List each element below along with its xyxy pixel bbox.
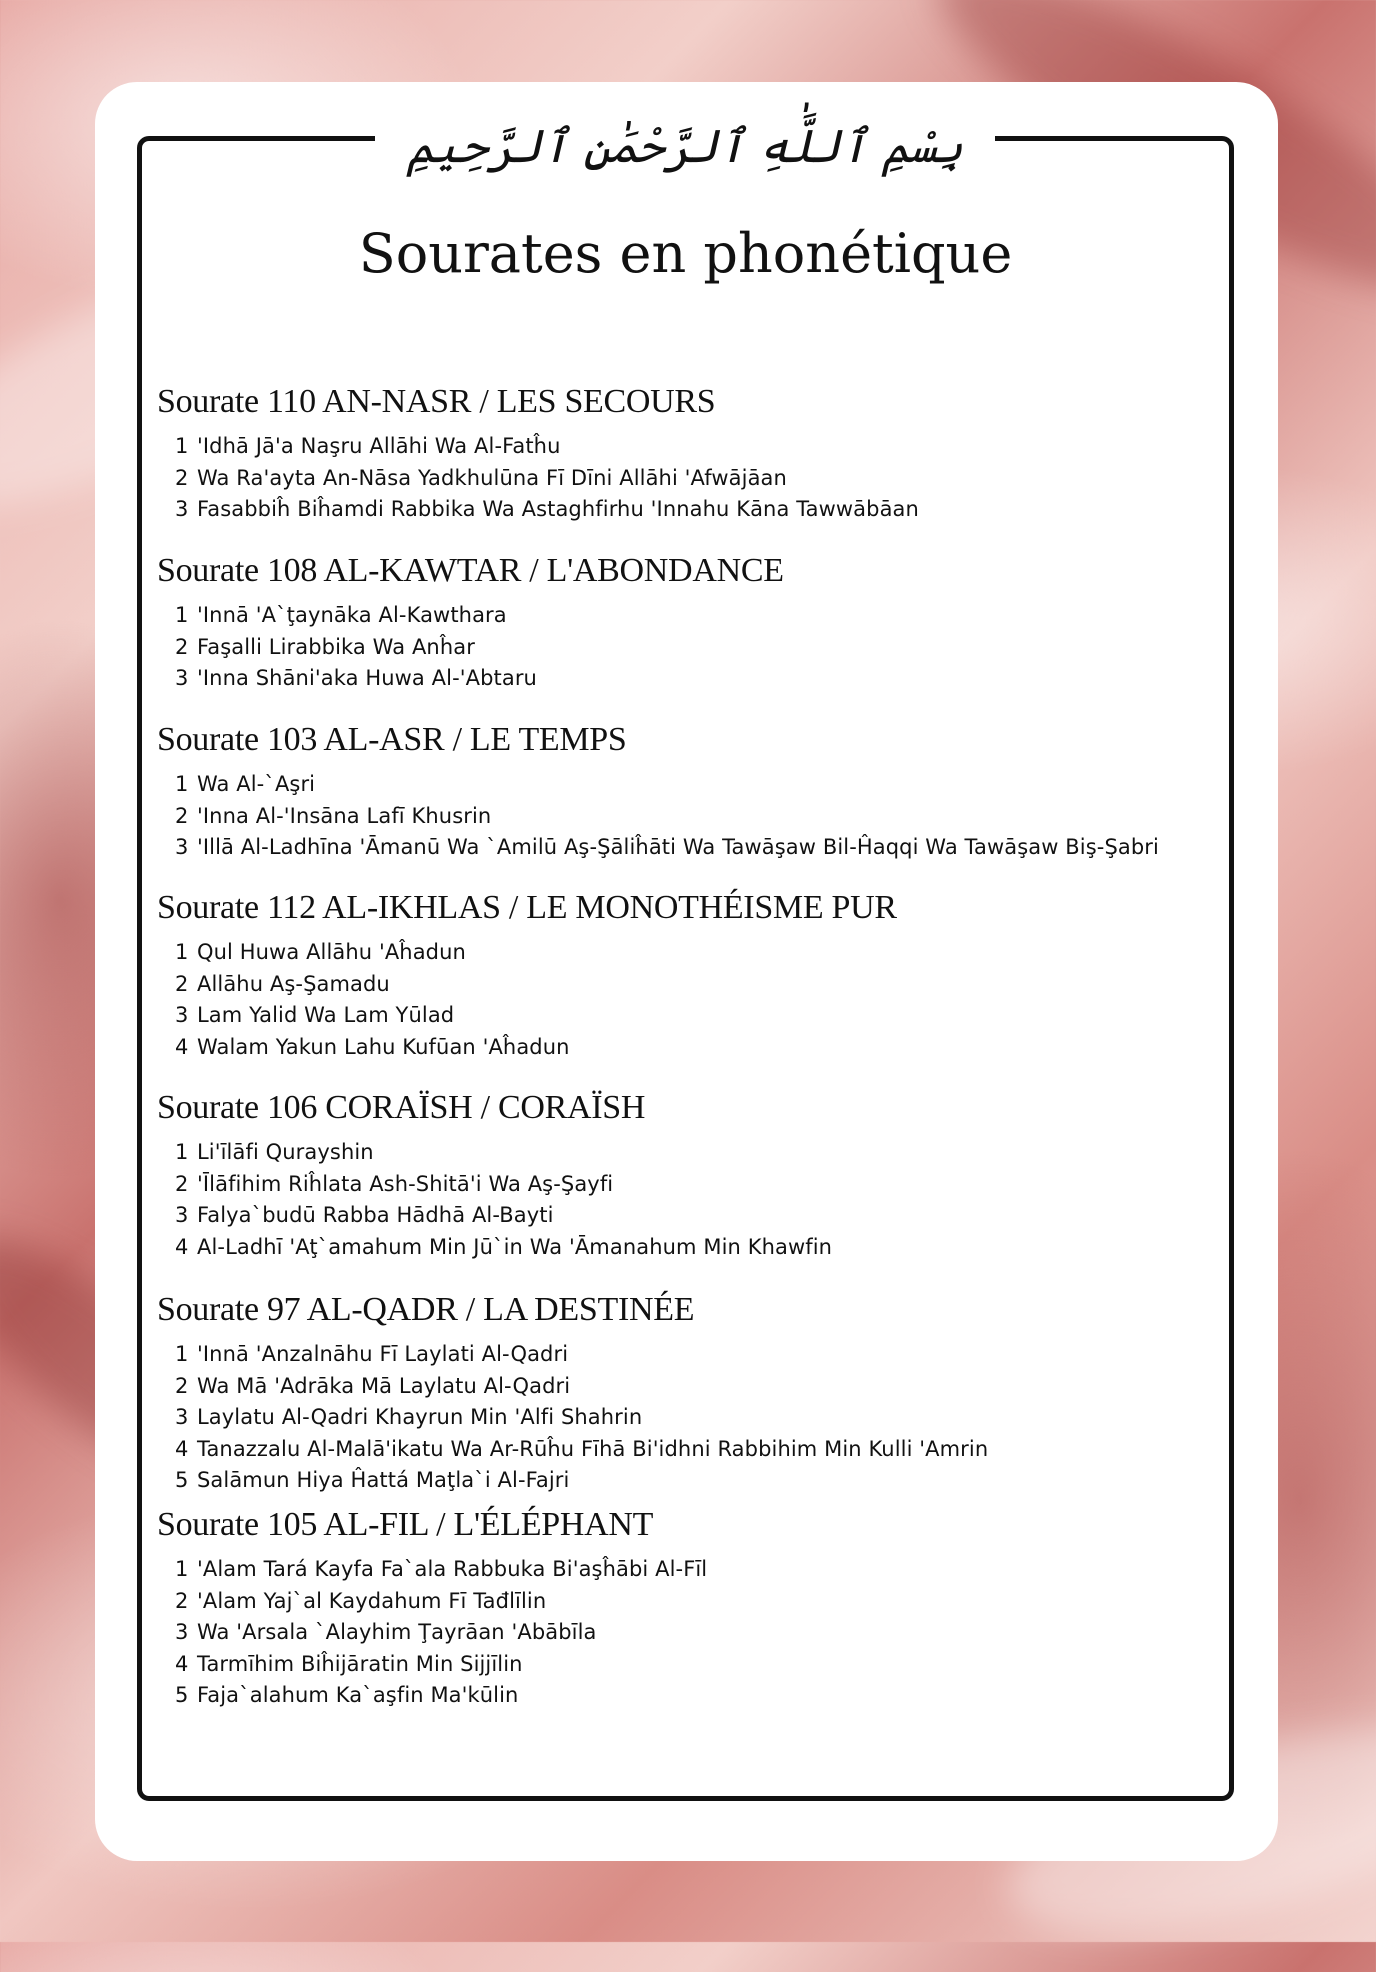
verse-line: 1 'Alam Tará Kayfa Fa`ala Rabbuka Bi'aşĥābi Al-Fīl [175,1557,708,1581]
verse-line: 3 Falya`budū Rabba Hādhā Al-Bayti [175,1203,554,1227]
surah-heading: Sourate 108 AL-KAWTAR / L'ABONDANCE [157,552,784,589]
surah-section-105 [157,1506,1237,1712]
verse-line: 3 Laylatu Al-Qadri Khayrun Min 'Alfi Shahrin [175,1405,643,1429]
surah-section-108 [157,552,1237,695]
verse-line: 2 Allāhu Aş-Şamadu [175,971,390,996]
verse-line: 3 Lam Yalid Wa Lam Yūlad [175,1003,455,1027]
verse-line: 4 Al-Ladhī 'Aţ`amahum Min Jū`in Wa 'Āmanahum Min Khawfin [175,1234,833,1259]
basmala-banner [375,98,995,194]
verse-line: 1 'Innā 'A`ţaynāka Al-Kawthara [175,603,507,627]
basmala-calligraphy: بِسْمِ ٱللَّٰهِ ٱلرَّحْمَٰنِ ٱلرَّحِيمِ [407,119,963,173]
verse-line: 5 Faja`alahum Ka`aşfin Ma'kūlin [175,1683,519,1707]
verse-line: 1 Qul Huwa Allāhu 'Aĥadun [175,940,466,964]
surah-heading: Sourate 106 CORAÏSH / CORAÏSH [157,1089,646,1126]
verse-line: 1 'Innā 'Anzalnāhu Fī Laylati Al-Qadri [175,1342,569,1366]
verse-line: 5 Salāmun Hiya Ĥattá Maţla`i Al-Fajri [175,1468,570,1492]
verse-line: 2 Wa Mā 'Adrāka Mā Laylatu Al-Qadri [175,1373,571,1398]
surah-heading: Sourate 110 AN-NASR / LES SECOURS [157,383,716,420]
verse-line: 3 Fasabbiĥ Biĥamdi Rabbika Wa Astaghfirhu 'Innahu Kāna Tawwābāan [175,497,919,521]
verse-line: 1 Li'īlāfi Qurayshin [175,1140,374,1164]
surah-section-112 [157,889,1237,1063]
surah-heading: Sourate 103 AL-ASR / LE TEMPS [157,721,627,758]
verse-line: 1 Wa Al-`Aşri [175,772,316,796]
verse-line: 3 Wa 'Arsala `Alayhim Ţayrāan 'Abābīla [175,1620,597,1644]
surah-heading: Sourate 97 AL-QADR / LA DESTINÉE [157,1291,695,1328]
surah-section-110 [157,383,1237,526]
page-title: Sourates en phonétique [358,222,1013,285]
surah-section-97 [157,1291,1237,1497]
verse-line: 2 'Alam Yaj`al Kaydahum Fī Tađlīlin [175,1588,547,1613]
verse-line: 3 'Inna Shāni'aka Huwa Al-'Abtaru [175,666,537,690]
surah-heading: Sourate 112 AL-IKHLAS / LE MONOTHÉISME PUR [157,889,897,926]
surah-heading: Sourate 105 AL-FIL / L'ÉLÉPHANT [157,1506,654,1543]
verse-line: 4 Tanazzalu Al-Malā'ikatu Wa Ar-Rūĥu Fīhā Bi'idhni Rabbihim Min Kulli 'Amrin [175,1436,989,1461]
verse-line: 2 Faşalli Lirabbika Wa Anĥar [175,634,475,659]
verse-line: 2 Wa Ra'ayta An-Nāsa Yadkhulūna Fī Dīni Allāhi 'Afwājāan [175,465,787,490]
verse-line: 2 'Inna Al-'Insāna Lafī Khusrin [175,803,492,828]
verse-line: 4 Walam Yakun Lahu Kufūan 'Aĥadun [175,1034,570,1059]
surah-section-103 [157,721,1237,864]
surah-section-106 [157,1089,1237,1263]
verse-line: 1 'Idhā Jā'a Naşru Allāhi Wa Al-Fatĥu [175,434,561,458]
verse-line: 3 'Illā Al-Ladhīna 'Āmanū Wa `Amilū Aş-Şāliĥāti Wa Tawāşaw Bil-Ĥaqqi Wa Tawāşaw Biş-Şabri [175,835,1159,859]
verse-line: 2 'Īlāfihim Riĥlata Ash-Shitā'i Wa Aş-Şayfi [175,1171,614,1196]
verse-line: 4 Tarmīhim Biĥijāratin Min Sijjīlin [175,1651,523,1676]
